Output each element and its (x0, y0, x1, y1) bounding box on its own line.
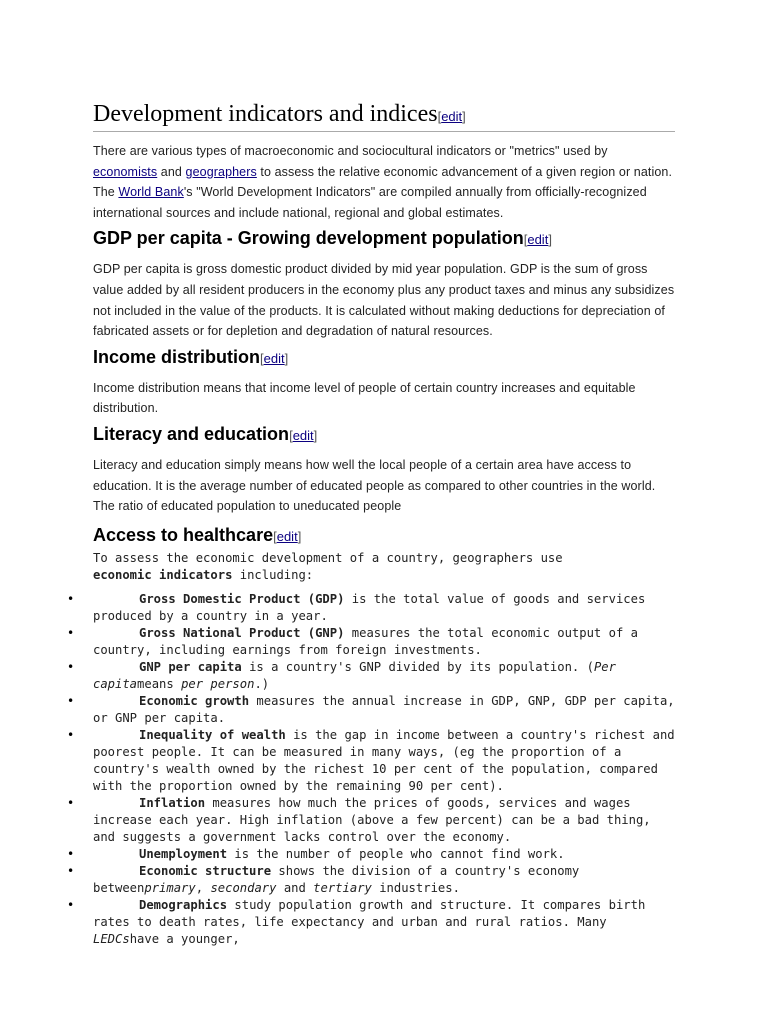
intro-text-3: to assess the relative economic advancement of a given region or nation. The (93, 164, 673, 200)
edit-link-wrapper: [edit] (273, 528, 302, 544)
bullet-icon: • (67, 897, 75, 912)
edit-link-title[interactable]: edit (441, 109, 463, 124)
indicator-term: Inflation (139, 795, 206, 810)
indicator-text: shows the division of a country's economy between (93, 863, 580, 895)
indicator-term: Economic structure (139, 863, 272, 878)
indicator-term: GNP per capita (139, 659, 242, 674)
indicator-text: study population growth and structure. It compares birth rates to death rates, life expectancy and urban and rural ratios. Many (93, 897, 646, 929)
bullet-icon: • (67, 591, 75, 606)
section-heading-gdp (93, 225, 675, 253)
indicator-term: Inequality of wealth (139, 727, 286, 742)
economic-indicators-term: economic indicators (93, 567, 233, 582)
indicator-text: measures the annual increase in GDP, GNP, GDP per capita, or GNP per capita. (93, 693, 675, 725)
indicator-italic: Per capita (93, 659, 616, 691)
bullet-icon: • (67, 693, 75, 708)
healthcare-intro-text-1: To assess the economic development of a country, geographers use (93, 550, 563, 565)
economists-link[interactable]: economists (93, 164, 158, 179)
indicator-italic: LEDCs (93, 931, 130, 946)
income-paragraph: Income distribution means that income level of people of certain country increases and equitable distribution. (93, 380, 636, 416)
world-bank-link[interactable]: World Bank (118, 185, 184, 200)
list-item (67, 727, 675, 795)
intro-paragraph (93, 141, 675, 223)
indicator-italic: primary (144, 880, 196, 895)
healthcare-intro-text-2: including: (232, 567, 314, 582)
section-heading-income (93, 344, 675, 372)
indicator-text: means (137, 676, 182, 691)
intro-text-1: There are various types of macroeconomic and sociocultural indicators or "metrics" used by (93, 144, 608, 158)
indicator-italic: secondary (210, 880, 277, 895)
gdp-paragraph: GDP per capita is gross domestic product divided by mid year population. GDP is the sum of gross value added by all resident producers in the economy plus any product taxes and minus any subsidizes not included in the value of the products. It is calculated without making deductions for depreciation of fabricated assets or for depletion and degradation of natural resources. (93, 262, 675, 339)
indicator-text: .) (254, 676, 270, 691)
page-title (93, 100, 675, 132)
indicator-text: is a country's GNP divided by its population. ( (241, 659, 594, 674)
indicator-term: Unemployment (139, 846, 228, 861)
indicator-list (67, 591, 675, 948)
indicator-italic: per person (181, 676, 255, 691)
indicator-text: is the total value of goods and services produced by a country in a year. (93, 591, 646, 623)
edit-link-income[interactable]: edit (263, 350, 285, 366)
edit-link-gdp[interactable]: edit (527, 232, 549, 248)
literacy-paragraph: Literacy and education simply means how well the local people of a certain area have access to education. It is the average number of educated people as compared to other countries in the world. The ratio of educated population to uneducated people (93, 457, 656, 514)
section-heading-literacy (93, 421, 675, 449)
edit-link-wrapper: [edit] (260, 350, 289, 366)
list-item (67, 846, 675, 863)
indicator-term: Demographics (139, 897, 228, 912)
indicator-text: industries. (371, 880, 460, 895)
indicator-text: and (276, 880, 314, 895)
indicator-text: is the gap in income between a country's richest and poorest people. It can be measured in many ways, (eg the proportion of a country's wealth owned by the richest 10 per cent of the population, compared with the proportion owned by the remaining 90 per cent). (93, 727, 675, 793)
edit-link-healthcare[interactable]: edit (276, 528, 298, 544)
indicator-term: Gross Domestic Product (GDP) (139, 591, 345, 606)
edit-link-wrapper: [edit] (289, 427, 318, 443)
healthcare-intro (93, 550, 593, 584)
section-heading-text: GDP per capita - Growing development population (93, 228, 524, 249)
list-item (67, 659, 675, 693)
list-item (67, 795, 675, 846)
list-item (67, 625, 675, 659)
list-item (67, 693, 675, 727)
intro-text-4: 's "World Development Indicators" are compiled annually from officially-recognized international sources and include national, regional and global estimates. (93, 185, 647, 220)
indicator-italic: tertiary (313, 880, 372, 895)
edit-link-wrapper: [edit] (437, 109, 466, 124)
geographers-link[interactable]: geographers (185, 164, 257, 179)
list-item (67, 897, 675, 948)
list-item (67, 591, 675, 625)
list-item (67, 863, 675, 897)
indicator-text: have a younger, (129, 931, 240, 946)
indicator-term: Gross National Product (GNP) (139, 625, 345, 640)
edit-link-literacy[interactable]: edit (292, 427, 314, 443)
indicator-text: measures how much the prices of goods, services and wages increase each year. High inflation (above a few percent) can be a bad thing, and suggests a government lacks control over the economy. (93, 795, 651, 844)
section-heading-text: Access to healthcare (93, 524, 274, 545)
section-heading-text: Income distribution (93, 346, 261, 367)
bullet-icon: • (67, 625, 75, 640)
bullet-icon: • (67, 846, 75, 861)
page-title-text: Development indicators and indices (93, 101, 438, 127)
edit-link-wrapper: [edit] (523, 232, 552, 248)
indicator-text: is the number of people who cannot find work. (227, 846, 565, 861)
bullet-icon: • (67, 795, 75, 810)
bullet-icon: • (67, 659, 75, 674)
indicator-text: , (195, 880, 211, 895)
indicator-text: measures the total economic output of a country, including earnings from foreign investments. (93, 625, 638, 657)
section-heading-healthcare (93, 522, 675, 550)
article (67, 100, 675, 948)
bullet-icon: • (67, 727, 75, 742)
bullet-icon: • (67, 863, 75, 878)
intro-text-2: and (157, 164, 186, 179)
indicator-term: Economic growth (139, 693, 250, 708)
section-heading-text: Literacy and education (93, 423, 290, 444)
